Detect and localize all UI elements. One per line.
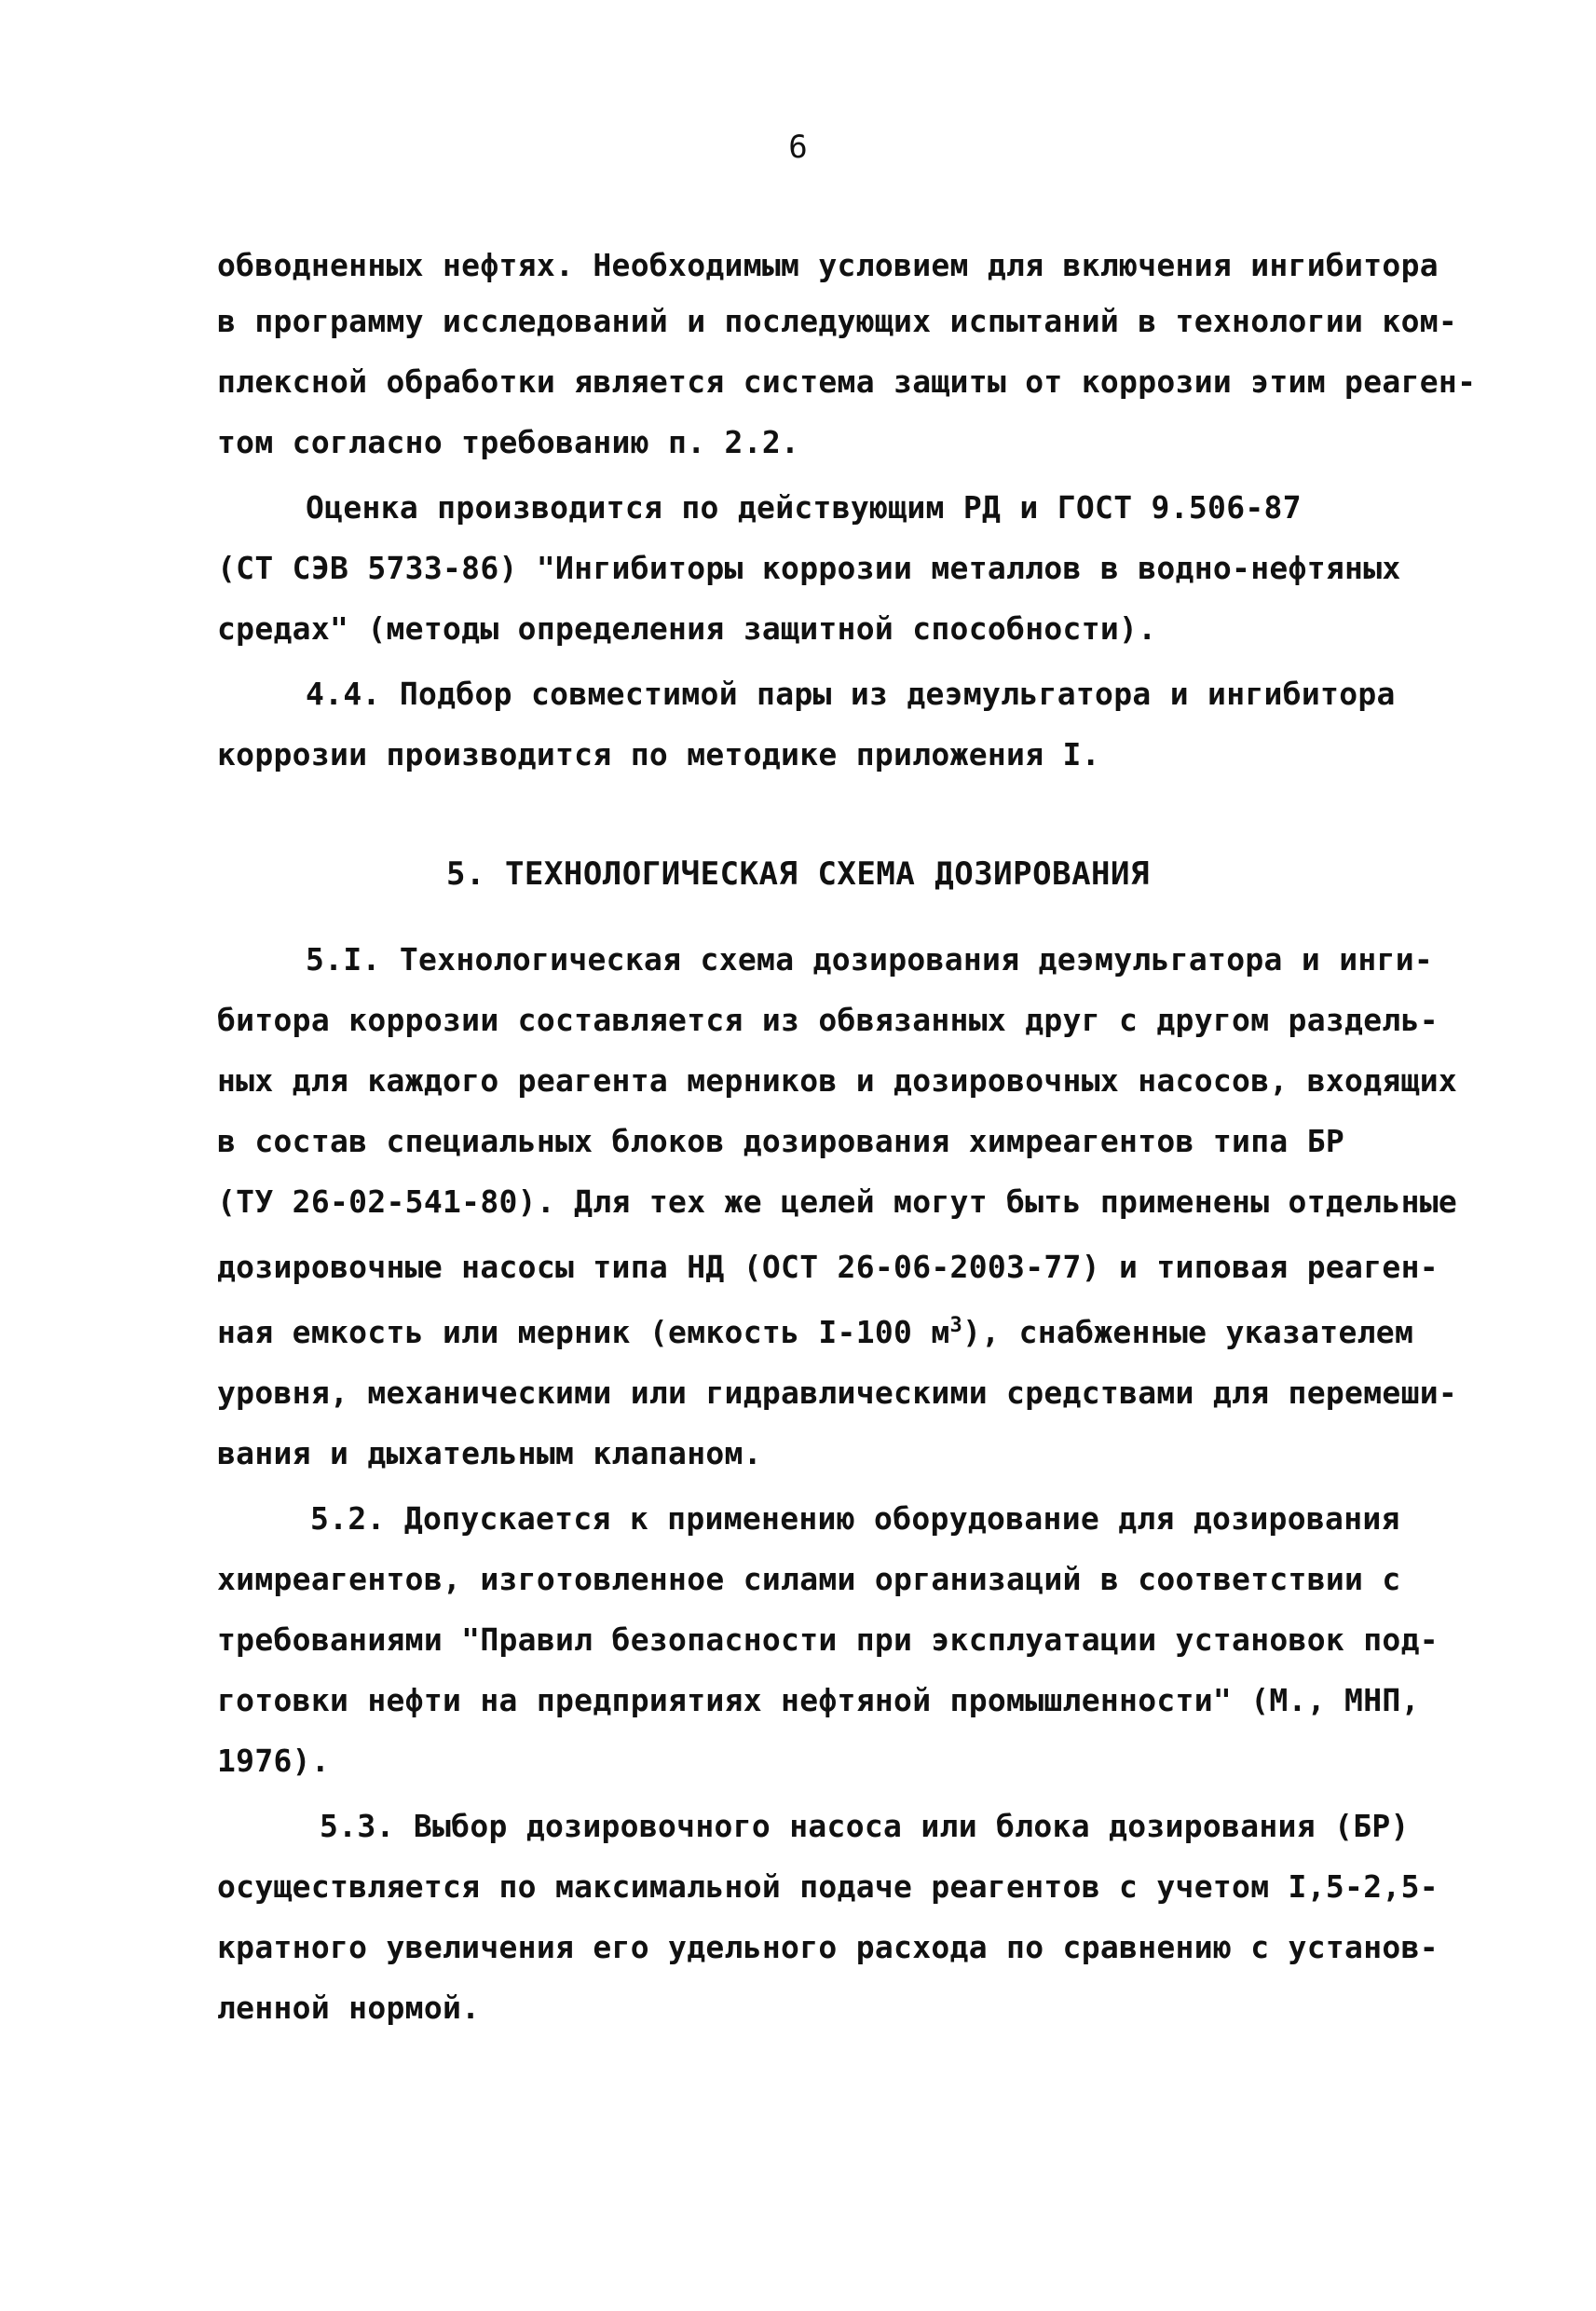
paragraph-5-1-line: ных для каждого реагента мерников и дозировочных насосов, входящих <box>217 1062 1458 1099</box>
paragraph-4-4-line: 4.4. Подбор совместимой пары из деэмульгатора и ингибитора <box>306 676 1396 712</box>
paragraph-5-2-line: требованиями "Правил безопасности при эксплуатации установок под- <box>217 1621 1439 1658</box>
text-line: в программу исследований и последующих испытаний в технологии ком- <box>217 303 1458 339</box>
text-line: средах" (методы определения защитной способности). <box>217 610 1157 647</box>
paragraph-5-3-line: осуществляется по максимальной подаче реагентов с учетом I,5-2,5- <box>217 1868 1439 1905</box>
paragraph-4-4-line: коррозии производится по методике приложения I. <box>217 736 1100 773</box>
paragraph-5-2-line: готовки нефти на предприятиях нефтяной промышленности" (М., МНП, <box>217 1682 1420 1718</box>
paragraph-5-1-line: битора коррозии составляется из обвязанных друг с другом раздель- <box>217 1002 1439 1038</box>
superscript: 3 <box>949 1314 963 1337</box>
text-fragment: ), снабженные указателем <box>962 1314 1414 1350</box>
paragraph-5-1-line: вания и дыхательным клапаном. <box>217 1435 762 1471</box>
paragraph-5-3-line: кратного увеличения его удельного расхода по сравнению с установ- <box>217 1929 1439 1965</box>
paragraph-5-3-line: 5.3. Выбор дозировочного насоса или блока дозирования (БР) <box>320 1808 1410 1844</box>
paragraph-5-2-line: 1976). <box>217 1743 331 1779</box>
paragraph-5-1-line: (ТУ 26-02-541-80). Для тех же целей могут быть применены отдельные <box>217 1183 1458 1220</box>
paragraph-5-1-line: 5.I. Технологическая схема дозирования деэмульгатора и инги- <box>306 941 1434 978</box>
text-line: обводненных нефтях. Необходимым условием для включения ингибитора <box>217 247 1439 283</box>
paragraph-5-1-line <box>217 1314 1414 1350</box>
page-number: 6 <box>788 129 808 166</box>
paragraph-5-1-line: дозировочные насосы типа НД (ОСТ 26-06-2003-77) и типовая реаген- <box>217 1249 1439 1285</box>
text-line: Оценка производится по действующим РД и ГОСТ 9.506-87 <box>306 489 1302 526</box>
section-heading: 5. ТЕХНОЛОГИЧЕСКАЯ СХЕМА ДОЗИРОВАНИЯ <box>446 855 1150 893</box>
text-line: том согласно требованию п. 2.2. <box>217 424 800 460</box>
paragraph-5-2-line: химреагентов, изготовленное силами организаций в соответствии с <box>217 1561 1401 1597</box>
text-fragment: ная емкость или мерник (емкость I-100 м <box>217 1314 950 1350</box>
text-line: (СТ СЭВ 5733-86) "Ингибиторы коррозии металлов в водно-нефтяных <box>217 550 1401 586</box>
text-line: плексной обработки является система защиты от коррозии этим реаген- <box>217 363 1477 400</box>
paragraph-5-3-line: ленной нормой. <box>217 1990 481 2026</box>
paragraph-5-2-line: 5.2. Допускается к применению оборудование для дозирования <box>310 1500 1400 1537</box>
paragraph-5-1-line: в состав специальных блоков дозирования химреагентов типа БР <box>217 1123 1345 1159</box>
paragraph-5-1-line: уровня, механическими или гидравлическими средствами для перемеши- <box>217 1374 1458 1411</box>
